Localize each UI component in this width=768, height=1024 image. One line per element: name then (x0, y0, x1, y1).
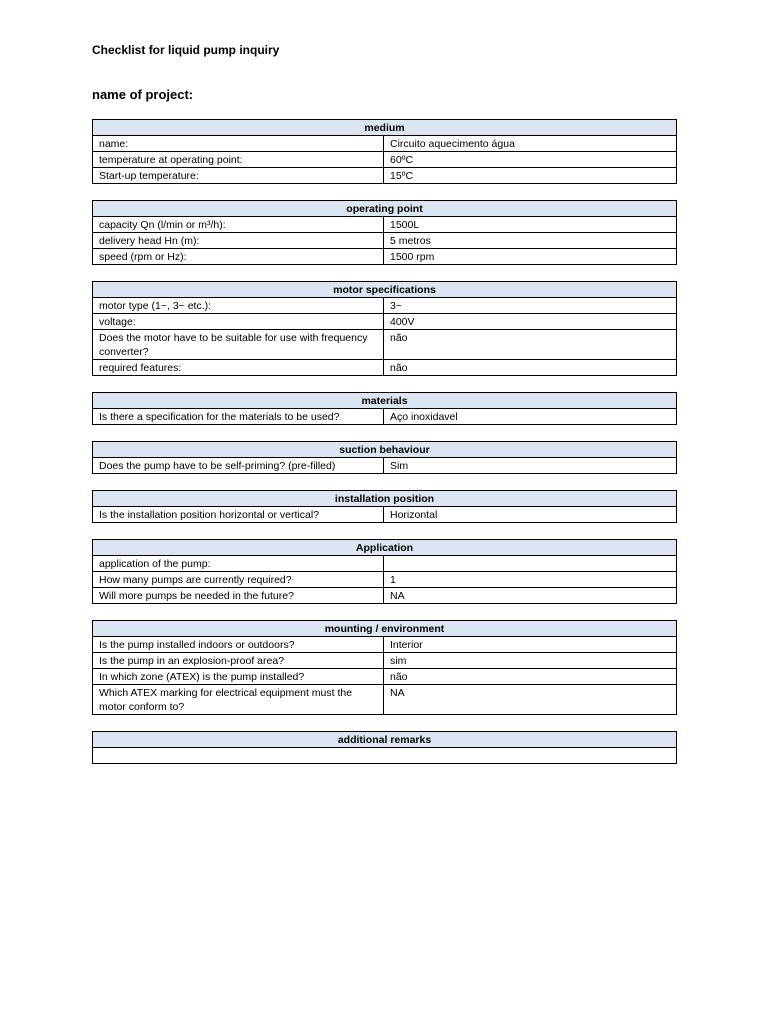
table-row (93, 152, 677, 168)
question-cell: application of the pump: (93, 556, 384, 572)
table-row (93, 409, 677, 425)
answer-cell[interactable]: 15ºC (384, 168, 677, 184)
section-header: mounting / environment (93, 621, 677, 637)
answer-cell[interactable]: NA (384, 685, 677, 715)
table-row (93, 572, 677, 588)
question-cell: In which zone (ATEX) is the pump installed? (93, 669, 384, 685)
section-installation-position (92, 490, 677, 523)
section-application (92, 539, 677, 604)
question-cell: capacity Qn (l/min or m³/h): (93, 217, 384, 233)
section-materials (92, 392, 677, 425)
answer-cell[interactable]: 1500 rpm (384, 249, 677, 265)
table-row (93, 748, 677, 764)
project-name-label: name of project: (92, 87, 194, 102)
table-row (93, 136, 677, 152)
answer-cell[interactable]: Aço inoxidavel (384, 409, 677, 425)
answer-cell[interactable]: Circuito aquecimento água (384, 136, 677, 152)
answer-cell[interactable]: sim (384, 653, 677, 669)
remarks-field[interactable] (93, 748, 677, 764)
question-cell: temperature at operating point: (93, 152, 384, 168)
table-row (93, 637, 677, 653)
question-cell: Is there a specification for the materials to be used? (93, 409, 384, 425)
section-header: additional remarks (93, 732, 677, 748)
question-cell: Is the pump installed indoors or outdoors? (93, 637, 384, 653)
answer-cell[interactable]: não (384, 360, 677, 376)
question-cell: Start-up temperature: (93, 168, 384, 184)
section-motor-specifications (92, 281, 677, 376)
table-row (93, 556, 677, 572)
answer-cell[interactable]: Horizontal (384, 507, 677, 523)
table-row (93, 653, 677, 669)
section-medium (92, 119, 677, 184)
question-cell: Which ATEX marking for electrical equipment must the motor conform to? (93, 685, 384, 715)
table-row (93, 330, 677, 360)
table-row (93, 685, 677, 715)
section-suction-behaviour (92, 441, 677, 474)
answer-cell[interactable]: 5 metros (384, 233, 677, 249)
question-cell: Does the motor have to be suitable for use with frequency converter? (93, 330, 384, 360)
table-row (93, 669, 677, 685)
question-cell: delivery head Hn (m): (93, 233, 384, 249)
question-cell: How many pumps are currently required? (93, 572, 384, 588)
question-cell: Is the installation position horizontal or vertical? (93, 507, 384, 523)
section-additional-remarks (92, 731, 677, 764)
answer-cell[interactable]: Interior (384, 637, 677, 653)
question-cell: Will more pumps be needed in the future? (93, 588, 384, 604)
question-cell: voltage: (93, 314, 384, 330)
answer-cell[interactable]: NA (384, 588, 677, 604)
table-row (93, 458, 677, 474)
table-row (93, 249, 677, 265)
section-mounting-environment (92, 620, 677, 715)
section-header: materials (93, 393, 677, 409)
question-cell: Does the pump have to be self-priming? (pre-filled) (93, 458, 384, 474)
section-header: installation position (93, 491, 677, 507)
question-cell: name: (93, 136, 384, 152)
table-row (93, 168, 677, 184)
section-operating-point (92, 200, 677, 265)
answer-cell[interactable]: 400V (384, 314, 677, 330)
question-cell: motor type (1~, 3~ etc.): (93, 298, 384, 314)
answer-cell[interactable]: Sim (384, 458, 677, 474)
answer-cell[interactable] (384, 556, 677, 572)
table-row (93, 217, 677, 233)
answer-cell[interactable]: 60ºC (384, 152, 677, 168)
table-row (93, 588, 677, 604)
question-cell: Is the pump in an explosion-proof area? (93, 653, 384, 669)
answer-cell[interactable]: não (384, 669, 677, 685)
table-row (93, 507, 677, 523)
question-cell: required features: (93, 360, 384, 376)
section-header: suction behaviour (93, 442, 677, 458)
table-row (93, 360, 677, 376)
section-header: motor specifications (93, 282, 677, 298)
answer-cell[interactable]: 1500L (384, 217, 677, 233)
section-header: medium (93, 120, 677, 136)
table-row (93, 233, 677, 249)
answer-cell[interactable]: 1 (384, 572, 677, 588)
section-header: Application (93, 540, 677, 556)
answer-cell[interactable]: não (384, 330, 677, 360)
document-title: Checklist for liquid pump inquiry (92, 43, 280, 57)
answer-cell[interactable]: 3~ (384, 298, 677, 314)
checklist-sections (92, 119, 676, 780)
section-header: operating point (93, 201, 677, 217)
question-cell: speed (rpm or Hz): (93, 249, 384, 265)
table-row (93, 298, 677, 314)
table-row (93, 314, 677, 330)
